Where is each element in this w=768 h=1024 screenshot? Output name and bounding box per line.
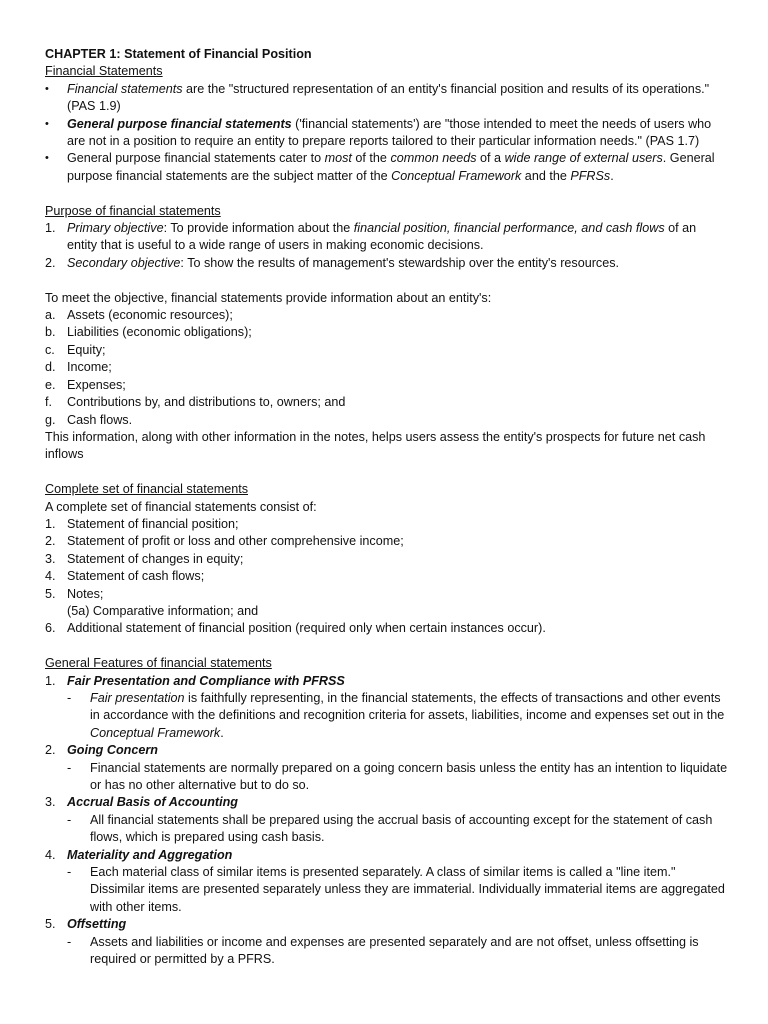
list-item: [45, 307, 728, 324]
feature-heading: [45, 742, 728, 759]
feature-title-text: Going Concern: [67, 743, 158, 758]
item-text: Statement of changes in equity;: [67, 551, 244, 566]
feature-description: [67, 812, 728, 847]
section-heading-purpose: Purpose of financial statements: [45, 203, 221, 218]
spacer: [45, 272, 728, 289]
text: : To show the results of management's stewardship over the entity's resources.: [180, 255, 619, 270]
item-text: Income;: [67, 360, 112, 375]
description-text: All financial statements shall be prepared using the accrual basis of accounting except for the statement of cash flows, which is prepared using cash basis.: [90, 812, 713, 845]
feature-title: [67, 673, 728, 690]
emphasis: Primary objective: [67, 221, 164, 236]
item-letter: f.: [45, 395, 52, 410]
emphasis: common needs: [390, 151, 477, 166]
chapter-title: CHAPTER 1: Statement of Financial Position: [45, 47, 312, 61]
item-text: Notes;: [67, 586, 104, 601]
feature-heading: [45, 916, 728, 933]
dash-marker: -: [67, 690, 72, 705]
list-item: [45, 324, 728, 341]
feature-title: [67, 742, 728, 759]
feature-description: [67, 934, 728, 969]
item-number: 2.: [45, 534, 56, 549]
item-text: [67, 255, 728, 272]
text: of the: [351, 151, 391, 166]
item-letter: a.: [45, 308, 56, 323]
feature-title-text: Fair Presentation and Compliance with PFRSS: [67, 673, 345, 688]
numbered-item: [45, 220, 728, 255]
feature-title: [67, 847, 728, 864]
item-number: 1.: [45, 673, 56, 688]
item-number: 2.: [45, 255, 56, 270]
emphasis: Conceptual Framework: [391, 168, 522, 183]
spacer: [45, 185, 728, 202]
feature-heading: [45, 847, 728, 864]
feature-description: [67, 864, 728, 916]
section-heading-complete-set: Complete set of financial statements: [45, 482, 249, 497]
intro-text: To meet the objective, financial statements provide information about an entity's:: [45, 290, 492, 305]
item-number: 3.: [45, 795, 56, 810]
item-number: 6.: [45, 621, 56, 636]
numbered-item: [45, 255, 728, 272]
item-letter: g.: [45, 412, 56, 427]
item-text: Statement of profit or loss and other comprehensive income;: [67, 534, 404, 549]
text: are the "structured representation of an entity's financial position and results of its operations." (PAS 1.9): [67, 81, 710, 114]
text: General purpose financial statements cater to: [67, 151, 325, 166]
text: .: [610, 168, 614, 183]
bullet-item: [45, 150, 728, 185]
closing-text: This information, along with other information in the notes, helps users assess the entity's prospects for future net cash inflows: [45, 429, 706, 462]
item-number: 1.: [45, 221, 56, 236]
feature-title-text: Materiality and Aggregation: [67, 847, 233, 862]
list-item: [45, 533, 728, 550]
item-letter: b.: [45, 325, 56, 340]
item-text: Equity;: [67, 342, 106, 357]
dash-marker: -: [67, 934, 72, 949]
list-item: [45, 342, 728, 359]
emphasis: Fair presentation: [90, 690, 185, 705]
item-number: 5.: [45, 917, 56, 932]
item-text: [67, 220, 728, 255]
dash-marker: -: [67, 812, 72, 827]
item-text: Assets (economic resources);: [67, 308, 233, 323]
item-text: Cash flows.: [67, 412, 133, 427]
bullet-text: [67, 116, 728, 151]
feature-title-text: Offsetting: [67, 917, 127, 932]
bullet-marker: •: [45, 152, 49, 165]
item-number: 1.: [45, 516, 56, 531]
item-text: Expenses;: [67, 377, 126, 392]
item-letter: e.: [45, 377, 56, 392]
bullet-text: [67, 81, 728, 116]
item-letter: c.: [45, 342, 55, 357]
text: is faithfully representing, in the financial statements, the effects of transactions and other events in accordance with the definitions and recognition criteria for assets, liabilities, income and expenses set out in the: [90, 690, 725, 723]
text: ('financial statements') are "those intended to meet the needs of users who are not in a position to require an entity to prepare reports tailored to their particular information needs." (PAS 1.7): [67, 116, 712, 149]
bullet-text: [67, 150, 728, 185]
bullet-marker: •: [45, 82, 49, 95]
section-heading-financial-statements: Financial Statements: [45, 64, 163, 79]
item-letter: d.: [45, 360, 56, 375]
item-number: 3.: [45, 551, 56, 566]
intro-text: A complete set of financial statements consist of:: [45, 499, 317, 514]
list-item: [45, 586, 728, 603]
text: .: [220, 725, 224, 740]
feature-title: [67, 794, 728, 811]
spacer: [45, 464, 728, 481]
emphasis: Conceptual Framework: [90, 725, 221, 740]
description-text: Each material class of similar items is presented separately. A class of similar items is called a "line item." Dissimilar items are presented separately unless they are immaterial. Individually immaterial items are aggregated with other items.: [90, 865, 725, 914]
bullet-item: [45, 116, 728, 151]
bullet-item: [45, 81, 728, 116]
dash-marker: -: [67, 760, 72, 775]
description-text: Financial statements are normally prepared on a going concern basis unless the entity has an intention to liquidate or has no other alternative but to do so.: [90, 760, 728, 792]
text: and the: [521, 168, 571, 183]
emphasis: Secondary objective: [67, 255, 181, 270]
list-item: [45, 516, 728, 533]
item-text: Contributions by, and distributions to, owners; and: [67, 395, 346, 410]
sub-item-5a: (5a) Comparative information; and: [67, 603, 259, 618]
section-heading-general-features: General Features of financial statements: [45, 656, 272, 671]
dash-marker: -: [67, 865, 72, 880]
text: of an entity that is useful to a wide range of users in making economic decisions.: [67, 221, 697, 253]
feature-title-text: Accrual Basis of Accounting: [67, 795, 238, 810]
item-text: Statement of cash flows;: [67, 569, 205, 584]
emphasis: PFRSs: [570, 168, 611, 183]
emphasis: most: [324, 151, 352, 166]
item-text: Statement of financial position;: [67, 516, 239, 531]
list-item: [45, 412, 728, 429]
list-item: [45, 359, 728, 376]
feature-heading: [45, 794, 728, 811]
emphasis: General purpose financial statements: [67, 116, 292, 131]
list-item: [45, 551, 728, 568]
item-number: 5.: [45, 586, 56, 601]
text: of a: [476, 151, 505, 166]
spacer: [45, 638, 728, 655]
list-item: [45, 377, 728, 394]
list-item: [45, 620, 728, 637]
description-text: Assets and liabilities or income and expenses are presented separately and are not offset, unless offsetting is required or permitted by a PFRS.: [90, 934, 699, 967]
feature-description: [67, 690, 728, 742]
description-text: [90, 690, 728, 742]
emphasis: Financial statements: [67, 81, 183, 96]
list-item: [45, 394, 728, 411]
feature-title: [67, 916, 728, 933]
emphasis: financial position, financial performance, and cash flows: [353, 221, 665, 236]
bullet-marker: •: [45, 117, 49, 130]
text: . General purpose financial statements are the subject matter of the: [67, 151, 715, 183]
item-number: 4.: [45, 847, 56, 862]
list-item: [45, 568, 728, 585]
item-text: Additional statement of financial position (required only when certain instances occur).: [67, 621, 546, 636]
item-text: Liabilities (economic obligations);: [67, 325, 252, 340]
text: : To provide information about the: [163, 221, 354, 236]
feature-description: [67, 760, 728, 795]
item-number: 4.: [45, 569, 56, 584]
emphasis: wide range of external users: [504, 151, 663, 166]
item-number: 2.: [45, 743, 56, 758]
feature-heading: [45, 673, 728, 690]
